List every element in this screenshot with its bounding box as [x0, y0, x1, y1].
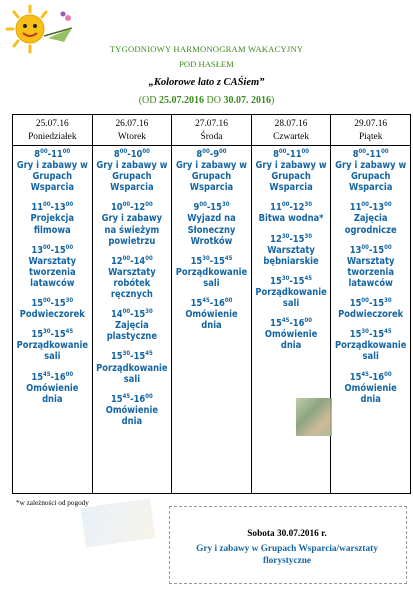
activity-item [93, 149, 172, 193]
activity-item [93, 351, 172, 384]
day-column [331, 146, 411, 494]
activity-item [331, 298, 410, 320]
saturday-text-content: Gry i zabawy w Grupach Wsparcia/warsztaty florystyczne [196, 544, 378, 566]
activity-time: $15^{45}-16^{00}$ [31, 370, 74, 383]
activity-text: Warsztaty bębniarskie [263, 244, 319, 267]
day-name: Czwartek [273, 132, 310, 142]
day-date: 27.07.16 [195, 119, 228, 129]
activity-text: Podwieczorek [19, 309, 85, 321]
activity-item [13, 372, 92, 405]
activity-time: $8^{00}-11^{00}$ [273, 147, 310, 160]
day-header [13, 115, 93, 146]
activity-text: Porządkowanie sali [16, 340, 88, 363]
day-date: 29.07.16 [354, 119, 388, 129]
activity-item [331, 202, 410, 235]
day-column [251, 146, 331, 494]
activity-item [331, 149, 410, 193]
activity-item [172, 256, 251, 289]
activity-time: $15^{00}-15^{30}$ [349, 296, 392, 310]
activity-text: Zajęcia ogrodnicze [344, 213, 397, 236]
activity-item [13, 298, 92, 320]
activity-text: Porządkowanie sali [96, 362, 168, 385]
activity-text: Omówienie dnia [26, 382, 79, 405]
activity-time: $8^{00}-9^{00}$ [196, 147, 227, 160]
activity-time: $15^{30}-15^{45}$ [110, 350, 153, 363]
day-header [251, 115, 331, 146]
activity-item [252, 276, 331, 309]
activity-time: $9^{00}-15^{30}$ [193, 201, 230, 214]
activity-item [172, 202, 251, 246]
activity-item [13, 245, 92, 289]
activity-text: Podwieczorek [338, 309, 404, 321]
activity-text: Wyjazd na Słoneczny Wrotków [187, 213, 236, 247]
activity-time: $15^{30}-15^{45}$ [190, 254, 233, 267]
activity-time: $15^{30}-15^{45}$ [270, 274, 312, 287]
activity-text: Porządkowanie sali [175, 266, 248, 289]
activity-text: Warsztaty robótek ręcznych [108, 266, 156, 301]
activity-time: $8^{00}-10^{00}$ [113, 147, 150, 160]
activity-text: Omówienie dnia [264, 329, 318, 352]
activity-text: Gry i zabawy w Grupach Wsparcia [16, 160, 88, 194]
activity-time: $11^{00}-12^{30}$ [270, 201, 312, 214]
photo-thumbnail [296, 398, 332, 436]
activity-text: Porządkowanie sali [334, 340, 407, 363]
activity-item [331, 372, 410, 405]
activity-time: $8^{00}-11^{00}$ [352, 147, 389, 160]
day-name: Piątek [358, 132, 383, 142]
activity-text: Gry i zabawy w Grupach Wsparcia [255, 160, 327, 194]
activity-item [252, 202, 331, 224]
activity-time: $14^{00}-15^{30}$ [110, 308, 153, 321]
activity-item [252, 149, 331, 193]
schedule-title: TYGODNIOWY HARMONOGRAM WAKACYJNY [109, 44, 304, 54]
activity-item [93, 202, 172, 246]
activity-text: Omówienie dnia [185, 309, 238, 332]
beach-image [81, 498, 156, 547]
activity-time: $12^{00}-14^{00}$ [110, 254, 153, 267]
saturday-text [169, 543, 405, 567]
day-date: 26.07.16 [115, 119, 149, 129]
day-header [172, 115, 252, 146]
activity-time: $15^{00}-15^{30}$ [31, 296, 74, 310]
day-header [92, 115, 172, 146]
activity-time: $15^{45}-16^{00}$ [270, 317, 312, 330]
activity-text: Gry i zabawy w Grupach Wsparcia [175, 160, 248, 194]
activity-item [13, 202, 92, 235]
period-prefix: (OD [138, 95, 159, 106]
activity-time: $15^{45}-16^{00}$ [110, 392, 153, 405]
activity-time: $15^{45}-16^{00}$ [349, 370, 392, 383]
activity-item [13, 329, 92, 362]
schedule-period [0, 95, 413, 106]
activity-text: Gry i zabawy w Grupach Wsparcia [96, 160, 168, 194]
activity-time: $15^{30}-15^{45}$ [31, 328, 74, 341]
activity-text: Gry i zabawy w Grupach Wsparcia [335, 160, 407, 194]
activity-item [93, 394, 172, 427]
period-mid: DO [203, 95, 224, 106]
saturday-title: Sobota 30.07.2016 r. [247, 529, 327, 539]
activity-time: $13^{00}-15^{00}$ [31, 243, 74, 256]
footnote: *w zależności od pogody [16, 499, 89, 507]
day-column [172, 146, 252, 494]
activity-item [172, 298, 251, 331]
day-column [13, 146, 93, 494]
activity-time: $11^{00}-13^{00}$ [349, 201, 392, 214]
day-date: 28.07.16 [274, 119, 308, 129]
activity-item [172, 149, 251, 193]
day-name: Wtorek [117, 132, 146, 142]
period-from: 25.07.2016 [158, 95, 204, 106]
activity-item [331, 245, 410, 289]
schedule-table [12, 114, 411, 494]
day-header [331, 115, 411, 146]
day-date: 25.07.16 [35, 119, 69, 129]
activity-text: Warsztaty tworzenia latawców [346, 255, 395, 289]
activity-time: $12^{30}-15^{30}$ [270, 232, 312, 245]
activity-text: Porządkowanie sali [255, 286, 327, 310]
activity-item [331, 329, 410, 362]
activity-text: Omówienie dnia [105, 404, 159, 427]
activity-time: $15^{30}-15^{45}$ [349, 328, 392, 341]
activity-item [13, 149, 92, 193]
activity-time: $15^{45}-16^{00}$ [190, 296, 233, 310]
day-name: Środa [200, 132, 223, 142]
activity-time: $11^{00}-13^{00}$ [31, 201, 74, 214]
activity-text: Bitwa wodna* [258, 213, 324, 225]
day-name: Poniedziałek [28, 132, 77, 142]
activity-time: $10^{00}-12^{00}$ [110, 201, 153, 214]
activity-text: Projekcja filmowa [30, 213, 75, 236]
activity-item [252, 318, 331, 351]
activity-item [93, 309, 172, 342]
activity-text: Gry i zabawy na świeżym powietrzu [101, 213, 163, 247]
day-column [92, 146, 172, 494]
period-suffix: ) [270, 95, 275, 106]
activity-item [252, 234, 331, 267]
schedule-subtitle: POD HASŁEM [179, 59, 234, 69]
schedule-motto: „Kolorowe lato z CAŚiem” [148, 77, 265, 88]
activity-time: $8^{00}-11^{00}$ [34, 147, 71, 160]
activity-text: Zajęcia plastyczne [106, 320, 158, 343]
activity-text: Warsztaty tworzenia latawców [28, 255, 77, 289]
activity-item [93, 256, 172, 300]
activity-time: $13^{00}-15^{00}$ [349, 243, 392, 256]
activity-text: Omówienie dnia [344, 382, 397, 405]
period-to: 30.07. 2016 [223, 95, 271, 106]
